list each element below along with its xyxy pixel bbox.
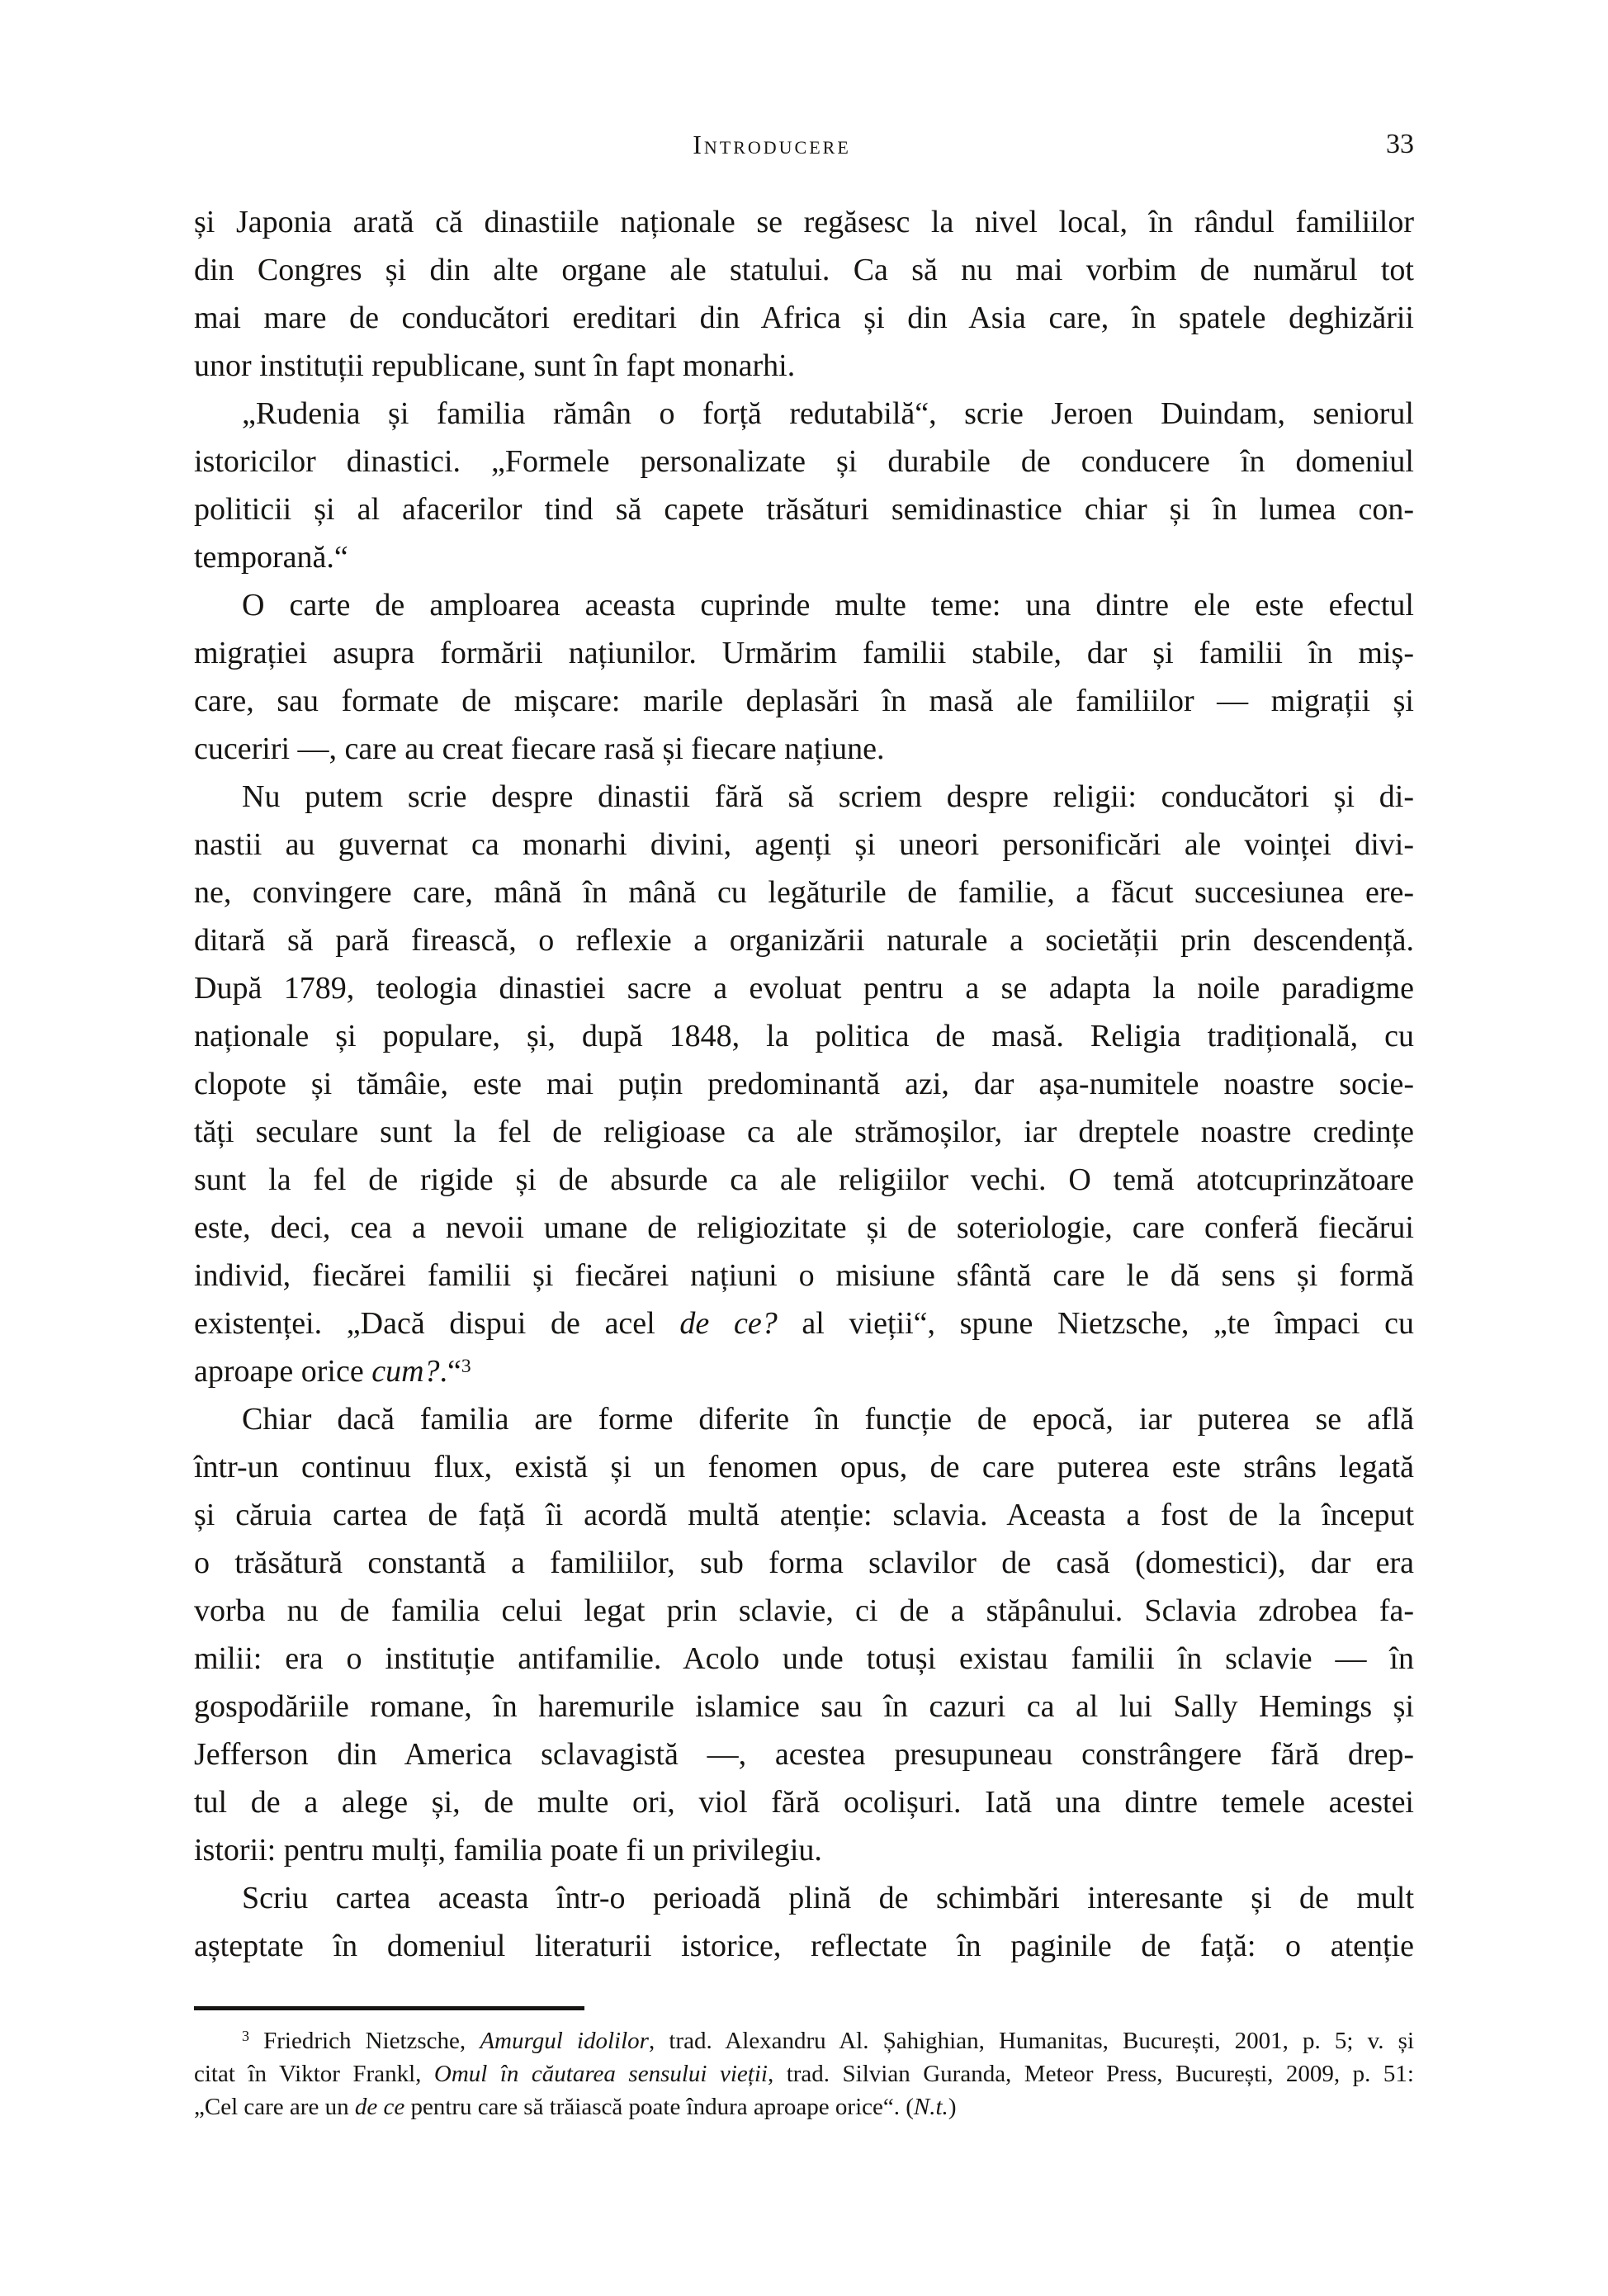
text-body xyxy=(194,198,1414,1970)
text-line: nastii au guvernat ca monarhi divini, agenți și uneori personificări ale voinței divi- xyxy=(194,827,1414,862)
text-line: sunt la fel de rigide și de absurde ca ale religiilor vechi. O temă atotcuprinzătoare xyxy=(194,1162,1414,1197)
text-line: milii: era o instituție antifamilie. Acolo unde totuși existau familii în sclavie — în xyxy=(194,1641,1414,1676)
footnote-reference: 3 xyxy=(242,2028,249,2045)
text-line: cuceriri —, care au creat fiecare rasă și fiecare națiune. xyxy=(194,731,885,766)
text-line: O carte de amploarea aceasta cuprinde multe teme: una dintre ele este efectul xyxy=(242,588,1414,623)
text-line: într-un continuu flux, există și un fenomen opus, de care puterea este strâns legată xyxy=(194,1450,1414,1484)
page-header xyxy=(194,127,1414,162)
text-line: o trăsătură constantă a familiilor, sub forma sclavilor de casă (domestici), dar era xyxy=(194,1546,1414,1580)
text-line: temporană.“ xyxy=(194,540,348,575)
text-line: Chiar dacă familia are forme diferite în funcție de epocă, iar puterea se află xyxy=(242,1402,1414,1437)
paragraph xyxy=(194,198,1414,390)
text-line: din Congres și din alte organe ale statului. Ca să nu mai vorbim de numărul tot xyxy=(194,253,1414,287)
running-title: Introducere xyxy=(693,130,851,159)
footnote-reference: 3 xyxy=(461,1355,471,1377)
text-line: Jefferson din America sclavagistă —, acestea presupuneau constrângere fără drep- xyxy=(194,1737,1414,1772)
italic-phrase: Omul în căutarea sensului vieții xyxy=(433,2061,768,2087)
text-line: gospodăriile romane, în haremurile islamice sau în cazuri ca al lui Sally Hemings și xyxy=(194,1689,1414,1724)
text-line: aproape orice cum?.“$^3$ xyxy=(194,1354,471,1389)
italic-phrase: de ce xyxy=(354,2094,405,2120)
paragraph xyxy=(194,1395,1414,1874)
paragraph xyxy=(194,390,1414,581)
text-line: vorba nu de familia celui legat prin sclavie, ci de a stăpânului. Sclavia zdrobea fa- xyxy=(194,1593,1414,1628)
footnote-line: citat în Viktor Frankl, Omul în căutarea sensului vieții, trad. Silvian Guranda, Meteor Press, București, 2009, p. 51: xyxy=(194,2061,1414,2087)
text-line: și căruia cartea de față îi acordă multă atenție: sclavia. Aceasta a fost de la început xyxy=(194,1498,1414,1532)
text-line: clopote și tămâie, este mai puțin predominantă azi, dar așa-numitele noastre socie- xyxy=(194,1067,1414,1101)
page-number: 33 xyxy=(1386,129,1414,159)
footnote-line: $^3$ Friedrich Nietzsche, Amurgul idolilor, trad. Alexandru Al. Șahighian, Humanitas, București, 2001, p. 5; v. și xyxy=(242,2028,1414,2054)
text-line: naționale și populare, și, după 1848, la politica de masă. Religia tradițională, cu xyxy=(194,1019,1414,1053)
italic-phrase: cum? xyxy=(371,1354,440,1389)
italic-phrase: Amurgul idolilor xyxy=(480,2028,649,2054)
text-line: „Rudenia și familia rămân o forță redutabilă“, scrie Jeroen Duindam, seniorul xyxy=(242,396,1414,431)
text-line: existenței. „Dacă dispui de acel de ce? al vieții“, spune Nietzsche, „te împaci cu xyxy=(194,1306,1414,1341)
paragraph xyxy=(194,773,1414,1395)
paragraph xyxy=(194,581,1414,773)
text-line: tăți seculare sunt la fel de religioase ca ale strămoșilor, iar dreptele noastre credințe xyxy=(194,1115,1414,1149)
text-line: individ, fiecărei familii și fiecărei națiuni o misiune sfântă care le dă sens și formă xyxy=(194,1258,1414,1293)
text-line: unor instituții republicane, sunt în fapt monarhi. xyxy=(194,348,796,383)
italic-phrase: N.t. xyxy=(913,2094,948,2120)
footnote-line: „Cel care are un de ce pentru care să trăiască poate îndura aproape orice“. (N.t.) xyxy=(194,2094,957,2120)
paragraph xyxy=(194,1874,1414,1970)
text-line: migrației asupra formării națiunilor. Urmărim familii stabile, dar și familii în miș- xyxy=(194,636,1414,670)
text-line: mai mare de conducători ereditari din Africa și din Asia care, în spatele deghizării xyxy=(194,301,1414,335)
footnote xyxy=(194,2024,1414,2123)
text-line: Scriu cartea aceasta într-o perioadă plină de schimbări interesante și de mult xyxy=(242,1881,1414,1915)
text-line: care, sau formate de mișcare: marile deplasări în masă ale familiilor — migrații și xyxy=(194,684,1414,718)
text-line: este, deci, cea a nevoii umane de religiozitate și de soteriologie, care conferă fiecărui xyxy=(194,1210,1414,1245)
text-line: ne, convingere care, mână în mână cu legăturile de familie, a făcut succesiunea ere- xyxy=(194,875,1414,910)
text-line: istoricilor dinastici. „Formele personalizate și durabile de conducere în domeniul xyxy=(194,444,1414,479)
text-line: Nu putem scrie despre dinastii fără să scriem despre religii: conducători și di- xyxy=(242,779,1414,814)
text-line: tul de a alege și, de multe ori, viol fără ocolișuri. Iată una dintre temele acestei xyxy=(194,1785,1414,1820)
text-line: istorii: pentru mulți, familia poate fi un privilegiu. xyxy=(194,1833,822,1868)
text-line: După 1789, teologia dinastiei sacre a evoluat pentru a se adapta la noile paradigme xyxy=(194,971,1414,1006)
text-line: așteptate în domeniul literaturii istorice, reflectate în paginile de față: o atenție xyxy=(194,1929,1414,1963)
footnote-separator xyxy=(194,2006,584,2010)
text-line: ditară să pară firească, o reflexie a organizării naturale a societății prin descendență. xyxy=(194,923,1414,958)
text-line: politicii și al afacerilor tind să capete trăsături semidinastice chiar și în lumea con- xyxy=(194,492,1414,527)
text-line: și Japonia arată că dinastiile naționale se regăsesc la nivel local, în rândul familiilor xyxy=(194,205,1414,239)
italic-phrase: de ce? xyxy=(679,1306,778,1341)
